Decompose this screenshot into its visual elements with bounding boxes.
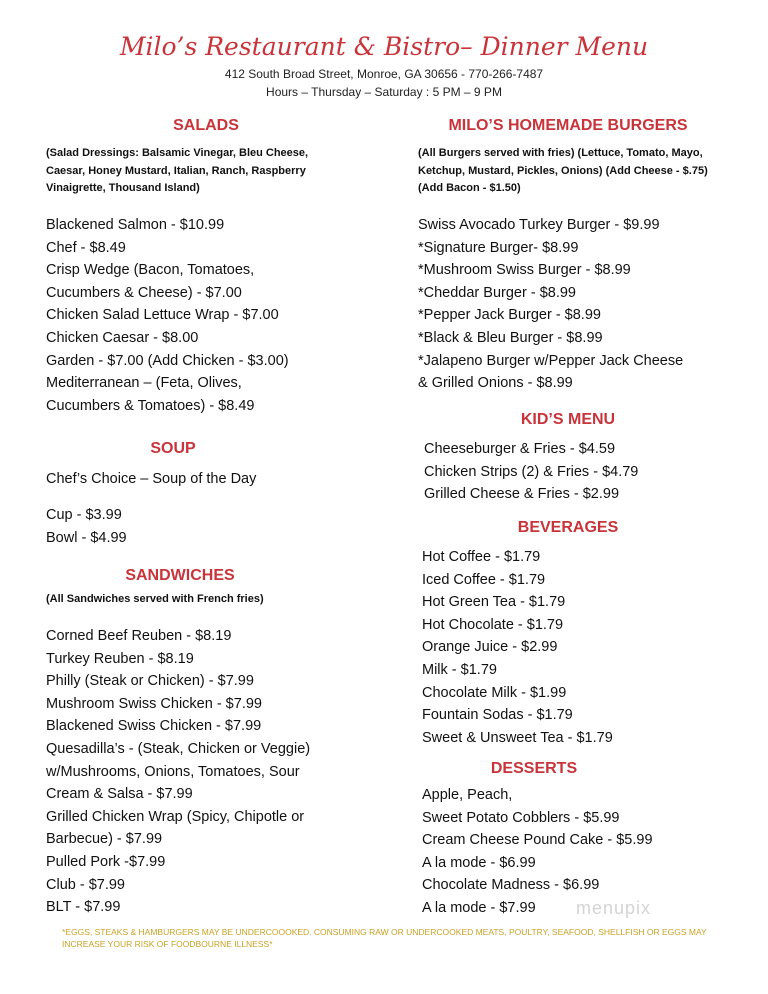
menu-item: Orange Juice - $2.99 [422,639,558,656]
desserts-heading: DESSERTS [490,760,578,777]
menu-item: *Cheddar Burger - $8.99 [418,284,576,301]
menu-item: Iced Coffee - $1.79 [422,571,546,588]
menu-item: A la mode - $6.99 [422,854,536,871]
menu-title: Milo’s Restaurant & Bistro– Dinner Menu [119,32,649,61]
menu-item: Hot Coffee - $1.79 [422,549,541,565]
menu-item: *Black & Bleu Burger - $8.99 [418,329,603,346]
burgers-list [418,214,683,395]
menu-item: Milk - $1.79 [422,661,497,678]
salads-dressings-note: (Salad Dressings: Balsamic Vinegar, Bleu Cheese, Caesar, Honey Mustard, Italian, Ranch, Raspberry Vinaigrette, Thousand Island) [46,147,309,194]
menu-item: Cream Cheese Pound Cake - $5.99 [422,832,653,849]
menu-item: Hot Green Tea - $1.79 [422,594,566,611]
salads-heading: SALADS [173,117,239,134]
salads-list [46,214,289,417]
hours-line: Hours – Thursday – Saturday : 5 PM – 9 PM [266,85,502,99]
sandwiches-list [46,625,310,919]
food-safety-warning: *EGGS, STEAKS & HAMBURGERS MAY BE UNDERCOOOKED. CONSUMING RAW OR UNDERCOOKED MEATS, POULTRY, SEAFOOD, SHELLFISH OR EGGS MAY INCREASE YOUR RISK OF FOODBOURNE ILLNESS* [62,927,707,949]
sandwiches-heading: SANDWICHES [125,567,235,584]
menu-item: Chicken Caesar - $8.00 [46,329,199,346]
menu-item: *Mushroom Swiss Burger - $8.99 [418,262,631,279]
sandwiches-note: (All Sandwiches served with French fries) [46,593,264,605]
kids-heading: KID’S MENU [520,411,616,428]
menu-item: Chocolate Milk - $1.99 [422,684,567,701]
kids-list [424,438,638,506]
soup-choice [46,468,256,491]
menu-item: Corned Beef Reuben - $8.19 [46,628,232,644]
menu-item: w/Mushrooms, Onions, Tomatoes, Sour [46,763,300,780]
menu-item: Swiss Avocado Turkey Burger - $9.99 [418,217,660,233]
menu-item: *Jalapeno Burger w/Pepper Jack Cheese [418,352,684,369]
menu-item: Apple, Peach, [422,787,513,803]
menu-item: Hot Chocolate - $1.79 [422,616,564,633]
menu-item: Cheeseburger & Fries - $4.59 [424,441,616,457]
menu-item: Club - $7.99 [46,876,125,893]
menu-item: Chicken Strips (2) & Fries - $4.79 [424,463,639,480]
menu-item: Fountain Sodas - $1.79 [422,707,573,724]
menu-item: Chef - $8.49 [46,239,126,256]
address-line: 412 South Broad Street, Monroe, GA 30656 - 770-266-7487 [224,67,544,81]
menu-item: Sweet Potato Cobblers - $5.99 [422,809,620,826]
menu-item: Cucumbers & Tomatoes) - $8.49 [46,397,255,414]
menu-item: A la mode - $7.99 [422,899,536,916]
soup-heading: SOUP [150,440,196,457]
menu-item: Crisp Wedge (Bacon, Tomatoes, [46,262,255,279]
menu-item: Cream & Salsa - $7.99 [46,786,193,803]
beverages-heading: BEVERAGES [517,519,619,536]
menu-item: Blackened Swiss Chicken - $7.99 [46,718,262,735]
menu-item: *Pepper Jack Burger - $8.99 [418,307,601,324]
burgers-heading: MILO’S HOMEMADE BURGERS [448,117,688,134]
menu-item: Philly (Steak or Chicken) - $7.99 [46,673,254,690]
menu-item: Sweet & Unsweet Tea - $1.79 [422,729,613,746]
menu-item: Cup - $3.99 [46,507,122,523]
menu-item: Chocolate Madness - $6.99 [422,877,600,894]
menu-item: Grilled Chicken Wrap (Spicy, Chipotle or [46,808,305,825]
menu-item: Barbecue) - $7.99 [46,831,163,848]
menu-item: Garden - $7.00 (Add Chicken - $3.00) [46,352,289,369]
menu-item: Bowl - $4.99 [46,529,127,546]
menu-item: Grilled Cheese & Fries - $2.99 [424,486,620,503]
menu-item: Chef’s Choice – Soup of the Day [46,471,257,487]
menu-item: Pulled Pork -$7.99 [46,853,166,870]
menu-item: Blackened Salmon - $10.99 [46,217,225,233]
menu-item: Cucumbers & Cheese) - $7.00 [46,284,242,301]
beverages-list [422,546,613,749]
menu-item: Mushroom Swiss Chicken - $7.99 [46,695,262,712]
menupix-watermark: menupix [576,898,652,918]
menu-item: Mediterranean – (Feta, Olives, [46,375,242,392]
menu-item: Chicken Salad Lettuce Wrap - $7.00 [46,307,279,324]
menu-item: Quesadilla’s - (Steak, Chicken or Veggie) [46,740,311,757]
burgers-note: (All Burgers served with fries) (Lettuce, Tomato, Mayo, Ketchup, Mustard, Pickles, Onions) (Add Cheese - $.75) (Add Bacon - $1.50) [418,147,708,194]
menu-item: Turkey Reuben - $8.19 [46,650,194,667]
menu-item: *Signature Burger- $8.99 [418,239,579,256]
soup-list [46,504,127,549]
menu-item: BLT - $7.99 [46,899,121,916]
menu-item: & Grilled Onions - $8.99 [418,375,573,392]
